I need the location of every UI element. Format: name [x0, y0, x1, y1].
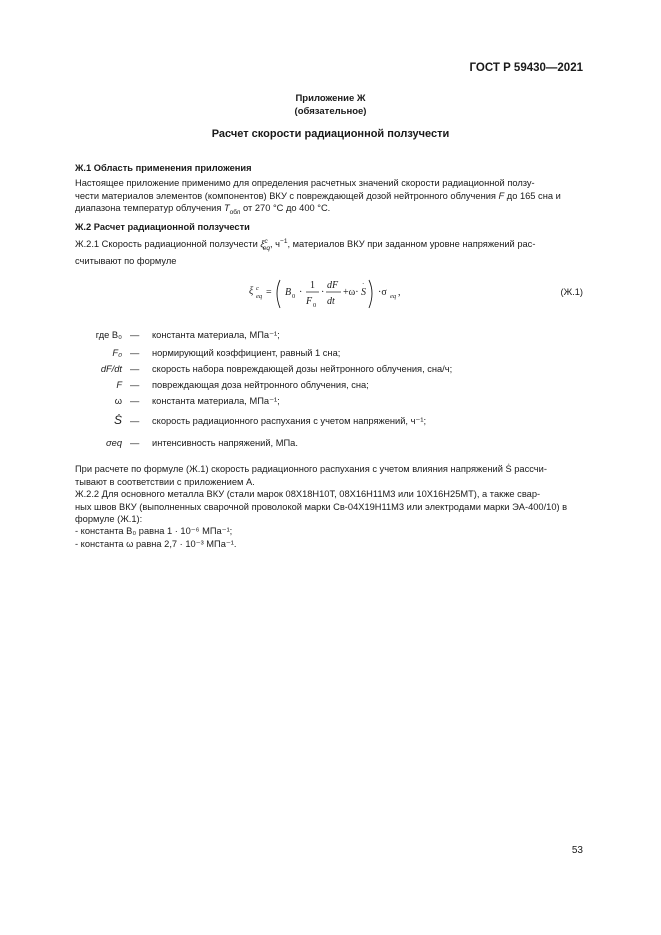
clause-line-1: Ж.2.2 Для основного металла ВКУ (стали марок 08Х18Н10Т, 08Х16Н11М3 или 10Х16Н25МТ), а также свар- — [75, 489, 541, 499]
appendix-label: Приложение Ж — [295, 93, 366, 104]
definition-symbol: Ṡ — [113, 413, 122, 427]
definition-symbol: ω — [114, 396, 122, 406]
svg-text:dF: dF — [327, 280, 339, 291]
definition-symbol: F — [116, 380, 122, 390]
definition-text: повреждающая доза нейтронного облучения, сна; — [152, 380, 369, 390]
clause-line-3: формуле (Ж.1): — [75, 514, 143, 524]
definition-row: Ṡ — скорость радиационного распухания с учетом напряжений, ч⁻¹; — [113, 413, 427, 427]
definition-row: F₀ — нормирующий коэффициент, равный 1 сна; — [112, 348, 341, 358]
svg-text:·σ: ·σ — [378, 287, 387, 298]
section-1-paragraph — [75, 177, 583, 219]
swelling-paragraph — [75, 463, 583, 488]
definition-row: где B₀ — константа материала, МПа⁻¹; — [95, 330, 280, 340]
definition-text: нормирующий коэффициент, равный 1 сна; — [152, 348, 341, 358]
svg-text:F: F — [306, 296, 313, 307]
svg-text:ξ: ξ — [249, 286, 254, 297]
definition-symbol: где B₀ — [95, 330, 122, 340]
svg-text:eq: eq — [390, 293, 397, 300]
s2-line-2: считывают по формуле — [75, 256, 177, 267]
clause-2-2-paragraph — [75, 488, 583, 526]
svg-text:=: = — [266, 287, 272, 298]
swelling-line-1: При расчете по формуле (Ж.1) скорость радиационного распухания с учетом влияния напряжений Ṡ рассчи- — [75, 464, 547, 474]
svg-text:·: · — [362, 280, 365, 288]
constants-list — [75, 525, 236, 550]
appendix-title: Расчет скорости радиационной ползучести — [211, 128, 450, 140]
creep-rate-formula — [0, 276, 661, 331]
definition-symbol: F₀ — [112, 348, 122, 358]
svg-text:dt: dt — [327, 296, 335, 307]
definition-row: σeq — интенсивность напряжений, МПа. — [106, 438, 298, 448]
definition-symbol: dF/dt — [100, 364, 122, 374]
s1-line-2: чести материалов элементов (компонентов) ВКУ с повреждающей дозой нейтронного облучения F до 165 сна и — [75, 190, 561, 201]
s1-line-3: диапазона температур облучения $T_{обл}$ от 270 °С до 400 °С. — [75, 203, 331, 216]
svg-text:c: c — [256, 285, 259, 292]
svg-text:,: , — [398, 287, 401, 298]
definition-row: ω — константа материала, МПа⁻¹; — [114, 396, 280, 406]
svg-text:S: S — [361, 287, 366, 298]
definition-symbol: σeq — [106, 438, 122, 448]
page-number: 53 — [571, 845, 583, 856]
definition-text: интенсивность напряжений, МПа. — [152, 438, 298, 448]
clause-line-2: ных швов ВКУ (выполненных сварочной проволокой марки Св-04Х19Н11М3 или электродами марки ЭА-400/10) в — [75, 501, 568, 512]
section-2-heading: Ж.2 Расчет радиационной ползучести — [75, 222, 250, 232]
definition-text: скорость набора повреждающей дозы нейтронного облучения, сна/ч; — [152, 364, 453, 374]
svg-text:0: 0 — [313, 302, 317, 309]
appendix-heading — [0, 92, 661, 118]
definition-row: dF/dt — скорость набора повреждающей дозы нейтронного облучения, сна/ч; — [100, 364, 453, 374]
appendix-status: (обязательное) — [294, 106, 367, 117]
svg-text:eq: eq — [256, 293, 263, 300]
definition-text: скорость радиационного распухания с учетом напряжений, ч⁻¹; — [152, 416, 427, 426]
svg-text:0: 0 — [292, 293, 296, 300]
svg-text:·: · — [299, 287, 303, 298]
svg-text:·: · — [321, 287, 325, 298]
svg-text:1: 1 — [310, 280, 315, 291]
definition-row: F — повреждающая доза нейтронного облучения, сна; — [116, 380, 369, 390]
s2-line-1: Ж.2.1 Скорость радиационной ползучести $\xi^c_{eq}$, $ч^{-1}$, материалов ВКУ при заданном уровне напряжений рас- — [75, 238, 536, 252]
svg-text:B: B — [285, 287, 292, 298]
document-header: ГОСТ Р 59430—2021 — [469, 62, 583, 74]
formula-number: (Ж.1) — [560, 287, 583, 297]
definition-text: константа материала, МПа⁻¹; — [152, 330, 280, 340]
section-2-paragraph — [75, 236, 583, 268]
swelling-line-2: тывают в соответствии с приложением А. — [75, 476, 255, 487]
list-item: - константа B₀ равна 1 · 10⁻⁶ МПа⁻¹; — [75, 526, 233, 536]
svg-text:+ω·: +ω· — [343, 287, 359, 298]
definition-text: константа материала, МПа⁻¹; — [152, 396, 280, 406]
list-item: - константа ω равна 2,7 · 10⁻³ МПа⁻¹. — [75, 538, 237, 549]
section-1-heading: Ж.1 Область применения приложения — [75, 163, 252, 173]
s1-line-1: Настоящее приложение применимо для определения расчетных значений скорости радиационной ползу- — [75, 178, 535, 188]
